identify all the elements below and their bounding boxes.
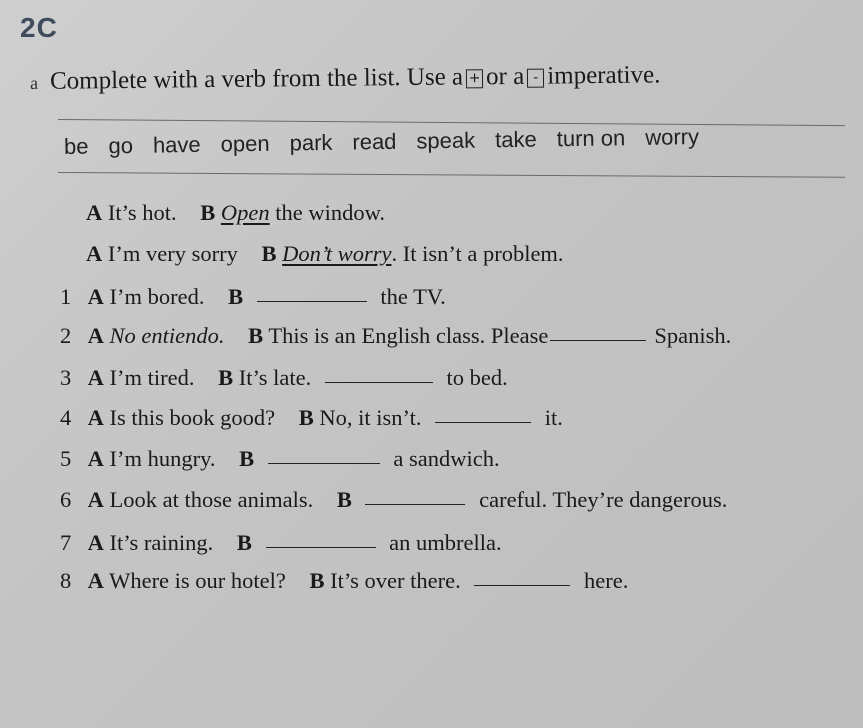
after-text: it. (544, 405, 563, 430)
speaker-b: B (261, 241, 277, 266)
a-text: No entiendo. (109, 323, 225, 348)
word-take: take (494, 126, 537, 153)
item-8 (60, 568, 628, 594)
a-text: Look at those animals. (109, 487, 314, 512)
word-open: open (220, 130, 270, 157)
example-1 (86, 200, 385, 226)
speaker-a: A (87, 446, 104, 471)
b-pre-text: It’s late. (238, 365, 312, 390)
speaker-a: A (87, 568, 104, 593)
word-park: park (289, 129, 333, 156)
item-7 (60, 530, 502, 556)
speaker-a: A (86, 241, 103, 266)
instruction-text-before: Complete with a verb from the list. Use a (49, 63, 464, 95)
speaker-a: A (87, 284, 104, 309)
item-3 (60, 365, 508, 391)
word-turn-on: turn on (556, 125, 626, 152)
minus-icon: - (527, 69, 544, 88)
exercise-letter: a (29, 72, 39, 93)
speaker-a: A (87, 365, 104, 390)
item-number: 6 (60, 487, 72, 512)
word-read: read (352, 128, 397, 155)
after-text: here. (584, 568, 629, 593)
answer-blank[interactable] (550, 339, 646, 341)
a-text: It’s raining. (109, 530, 214, 555)
after-text: Spanish. (654, 323, 732, 348)
example-2 (86, 241, 564, 267)
after-text: careful. They’re dangerous. (479, 487, 728, 512)
item-number: 2 (60, 323, 72, 348)
speaker-a: A (87, 530, 104, 555)
speaker-a: A (87, 487, 104, 512)
instruction-text-after: imperative. (547, 61, 661, 90)
instruction-text-middle: or a (485, 62, 525, 91)
speaker-b: B (228, 284, 244, 309)
word-worry: worry (645, 124, 700, 150)
a-text: I’m tired. (109, 365, 195, 390)
word-go: go (108, 132, 134, 159)
speaker-b: B (200, 200, 216, 225)
item-number: 8 (60, 568, 72, 593)
word-be: be (63, 133, 89, 159)
b-pre-text: No, it isn’t. (319, 405, 422, 430)
speaker-a: A (87, 405, 104, 430)
answer-blank[interactable] (268, 462, 380, 464)
item-2 (60, 323, 731, 349)
speaker-b: B (218, 365, 234, 390)
example-answer: Open (220, 200, 270, 225)
b-pre-text: This is an English class. Please (268, 323, 549, 348)
item-5 (60, 446, 500, 472)
b-pre-text: It’s over there. (330, 568, 461, 593)
answer-blank[interactable] (474, 584, 570, 586)
word-have: have (152, 131, 201, 158)
a-text: It’s hot. (107, 200, 177, 225)
speaker-b: B (236, 530, 252, 555)
after-text: the window. (275, 200, 386, 225)
after-text: a sandwich. (393, 446, 500, 471)
after-text: . It isn’t a problem. (391, 241, 564, 266)
item-4 (60, 405, 563, 431)
item-1 (60, 284, 446, 310)
item-6 (60, 487, 727, 513)
answer-blank[interactable] (266, 546, 376, 548)
item-number: 4 (60, 405, 72, 430)
item-number: 1 (60, 284, 72, 309)
answer-blank[interactable] (365, 503, 465, 505)
item-number: 5 (60, 446, 72, 471)
a-text: Is this book good? (109, 405, 276, 430)
speaker-b: B (248, 323, 264, 348)
answer-blank[interactable] (435, 421, 531, 423)
answer-blank[interactable] (257, 300, 367, 302)
speaker-b: B (298, 405, 314, 430)
example-answer: Don’t worry (282, 241, 392, 266)
speaker-b: B (239, 446, 255, 471)
word-list (64, 124, 719, 160)
a-text: Where is our hotel? (109, 568, 286, 593)
speaker-a: A (86, 200, 103, 225)
item-number: 7 (60, 530, 72, 555)
unit-label: 2C (20, 12, 58, 43)
speaker-a: A (87, 323, 104, 348)
word-list-bottom-rule (58, 172, 845, 178)
word-list-top-rule (58, 119, 845, 126)
speaker-b: B (309, 568, 325, 593)
after-text: to bed. (446, 365, 508, 390)
plus-icon: + (466, 69, 483, 88)
item-number: 3 (60, 365, 72, 390)
a-text: I’m bored. (109, 284, 205, 309)
answer-blank[interactable] (325, 381, 433, 383)
exercise-instruction (30, 61, 661, 96)
after-text: an umbrella. (389, 530, 502, 555)
after-text: the TV. (380, 284, 446, 309)
a-text: I’m very sorry (107, 241, 238, 266)
word-speak: speak (416, 127, 476, 154)
speaker-b: B (336, 487, 352, 512)
a-text: I’m hungry. (109, 446, 216, 471)
